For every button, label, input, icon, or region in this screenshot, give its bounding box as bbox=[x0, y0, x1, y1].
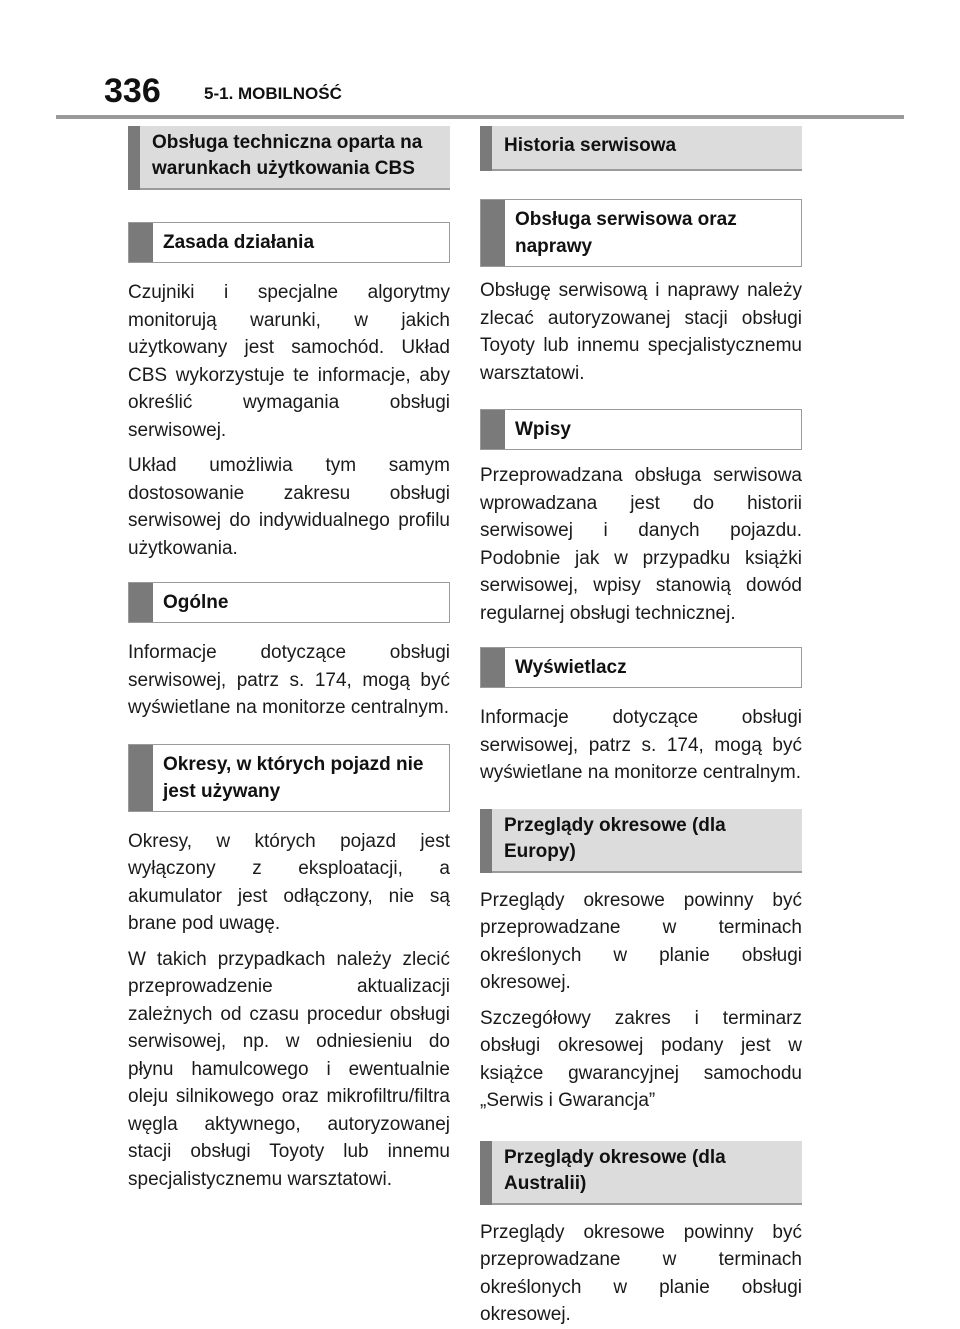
paragraph: Czujniki i specjalne algorytmy monitorują warunki, w jakich użytkowany jest samochód. Układ CBS wykorzystuje te informacje, aby określić wymagania obsługi serwisowej. bbox=[128, 282, 450, 441]
section-heading-ogolne: Ogólne bbox=[128, 582, 450, 623]
paragraph: Przeprowadzana obsługa serwisowa wprowadzana jest do historii serwisowej i danych pojazdu. Podobnie jak w przypadku książki serwisowej, wpisy stanowią dowód regularnej obsługi technicznej. bbox=[480, 465, 802, 624]
right-column bbox=[480, 126, 802, 1329]
section-heading-wyswietlacz: Wyświetlacz bbox=[480, 647, 802, 688]
section-heading-okresy: Okresy, w których pojazd nie jest używany bbox=[128, 744, 450, 812]
left-column bbox=[128, 126, 450, 1193]
paragraph: Przeglądy okresowe powinny być przeprowadzane w terminach określonych w planie obsługi okresowej. bbox=[480, 889, 802, 993]
heading-przeglady-europa: Przeglądy okresowe (dla Europy) bbox=[480, 809, 802, 873]
heading-przeglady-australia: Przeglądy okresowe (dla Australii) bbox=[480, 1141, 802, 1205]
section-heading-obsluga: Obsługa serwisowa oraz naprawy bbox=[480, 199, 802, 267]
header-rule bbox=[56, 115, 904, 119]
paragraph: Obsługę serwisową i naprawy należy zlecać autoryzowanej stacji obsługi Toyoty lub innemu specjalistycznemu warsztatowi. bbox=[480, 280, 802, 384]
section-heading-wpisy: Wpisy bbox=[480, 409, 802, 450]
page-number: 336 bbox=[104, 72, 161, 110]
paragraph: Szczegółowy zakres i terminarz obsługi okresowej podany jest w książce gwarancyjnej samochodu „Serwis i Gwarancja” bbox=[480, 1007, 802, 1111]
paragraph: Okresy, w których pojazd jest wyłączony z eksploatacji, a akumulator jest odłączony, nie są brane pod uwagę. bbox=[128, 830, 450, 934]
paragraph: Informacje dotyczące obsługi serwisowej, patrz s. 174, mogą być wyświetlane na monitorze centralnym. bbox=[480, 707, 802, 783]
paragraph: Układ umożliwia tym samym dostosowanie zakresu obsługi serwisowej do indywidualnego profilu użytkowania. bbox=[128, 455, 450, 559]
paragraph: W takich przypadkach należy zlecić przeprowadzenie aktualizacji zależnych od czasu procedur obsługi serwisowej, np. w odniesieniu do płynu hamulcowego i ewentualnie oleju silnikowego oraz mikrofiltru/filtra węgla aktywnego, autoryzowanej stacji obsługi Toyoty lub innemu specjalistycznemu warsztatowi. bbox=[128, 948, 450, 1190]
main-heading-historia: Historia serwisowa bbox=[480, 126, 802, 171]
paragraph: Informacje dotyczące obsługi serwisowej, patrz s. 174, mogą być wyświetlane na monitorze centralnym. bbox=[128, 642, 450, 718]
chapter-title: 5-1. MOBILNOŚĆ bbox=[204, 84, 342, 103]
section-heading-zasada: Zasada działania bbox=[128, 222, 450, 263]
paragraph: Przeglądy okresowe powinny być przeprowadzane w terminach określonych w planie obsługi okresowej. bbox=[480, 1221, 802, 1325]
main-heading-cbs: Obsługa techniczna oparta na warunkach użytkowania CBS bbox=[128, 126, 450, 190]
